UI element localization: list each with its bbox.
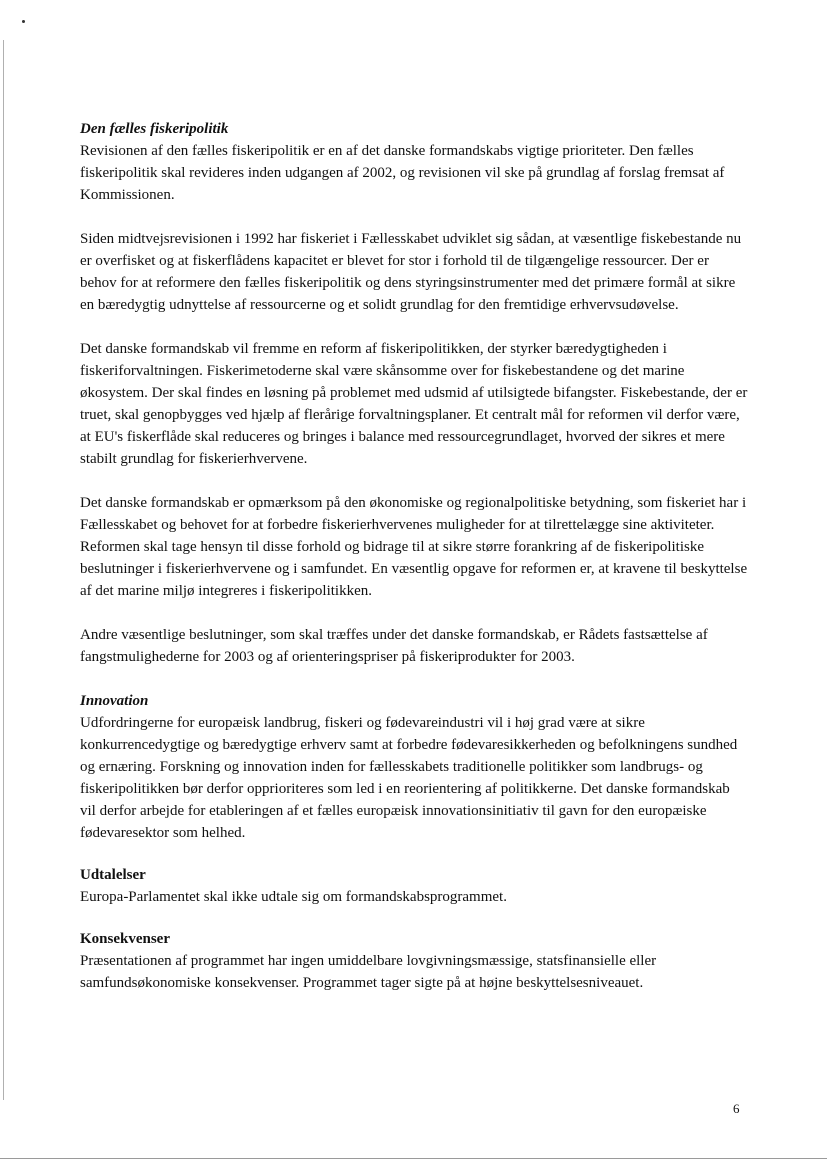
section-heading-udtalelser: Udtalelser: [80, 867, 146, 883]
section-fiskeripolitik: [80, 118, 748, 668]
paragraph-midtvejsrevision: Siden midtvejsrevisionen i 1992 har fiskeriet i Fællesskabet udviklet sig sådan, at væsentlige fiskebestande nu er overfisket og at fiskerflådens kapacitet er blevet for stor i forhold til de tilgængelige ressourcer. Der er behov for at reformere den fælles fiskeripolitik og dens styringsinstrumenter med det primære formål at sikre en bæredygtig udnyttelse af ressourcerne og et solidt grundlag for den fremtidige erhvervsudøvelse.: [80, 231, 742, 313]
paragraph-regionalpolitik: Det danske formandskab er opmærksom på den økonomiske og regionalpolitiske betydning, som fiskeriet har i Fællesskabet og behovet for at forbedre fiskerierhvervenes muligheder for at tilrettelægge sine aktiviteter. Reformen skal tage hensyn til disse forhold og bidrage til at sikre større forankring af de fiskeripolitiske beslutninger i fiskerierhvervene og i samfundet. En væsentlig opgave for reformen er, at kravene til beskyttelse af det marine miljø integreres i fiskeripolitikken.: [80, 495, 748, 599]
section-heading-innovation: Innovation: [80, 693, 149, 709]
section-innovation: [80, 690, 748, 844]
paragraph-innovation: Udfordringerne for europæisk landbrug, fiskeri og fødevareindustri vil i høj grad være at sikre konkurrencedygtige og bæredygtige erhverv samt at forbedre fødevaresikkerheden og befolkningens sundhed og ernæring. Forskning og innovation inden for fællesskabets traditionelle politikker som landbrugs- og fiskeripolitikken bør derfor opprioriteres som led i en reorientering af politikkerne. Det danske formandskab vil derfor arbejde for etableringen af et fælles europæisk innovationsinitiativ til gavn for den europæiske fødevaresektor som helhed.: [80, 715, 738, 841]
paragraph-udtalelser: Europa-Parlamentet skal ikke udtale sig om formandskabsprogrammet.: [80, 889, 507, 905]
paragraph-reform: Det danske formandskab vil fremme en reform af fiskeripolitikken, der styrker bæredygtigheden i fiskeriforvaltningen. Fiskerimetoderne skal være skånsomme over for fiskebestandene og det marine økosystem. Der skal findes en løsning på problemet med udsmid af utilsigtede bifangster. Fiskebestande, der er truet, skal genopbygges ved hjælp af flerårige forvaltningsplaner. Et centralt mål for reformen vil derfor være, at EU's fiskerflåde skal reduceres og bringes i balance med ressourcegrundlaget, hvorved der sikres et mere stabilt grundlag for fiskerierhvervene.: [80, 341, 748, 467]
paragraph-konsekvenser: Præsentationen af programmet har ingen umiddelbare lovgivningsmæssige, statsfinansielle eller samfundsøkonomiske konsekvenser. Programmet tager sigte på at højne beskyttelsesniveauet.: [80, 953, 657, 991]
paragraph-revision: Revisionen af den fælles fiskeripolitik er en af det danske formandskabs vigtige prioriteter. Den fælles fiskeripolitik skal revideres inden udgangen af 2002, og revisionen vil ske på grundlag af forslag fremsat af Kommissionen.: [80, 143, 725, 203]
scan-left-edge-line: [3, 40, 4, 1100]
scan-speck: [22, 20, 25, 23]
section-udtalelser: [80, 864, 748, 908]
paragraph-andre-beslutninger: Andre væsentlige beslutninger, som skal træffes under det danske formandskab, er Rådets fastsættelse af fangstmulighederne for 2003 og af orienteringspriser på fiskeriprodukter for 2003.: [80, 627, 708, 665]
page-number: 6: [733, 1101, 740, 1116]
page-content: [80, 118, 748, 994]
section-heading-konsekvenser: Konsekvenser: [80, 931, 170, 947]
section-heading-fiskeripolitik: Den fælles fiskeripolitik: [80, 121, 229, 137]
section-konsekvenser: [80, 928, 748, 994]
scan-bottom-edge-line: [0, 1158, 827, 1159]
